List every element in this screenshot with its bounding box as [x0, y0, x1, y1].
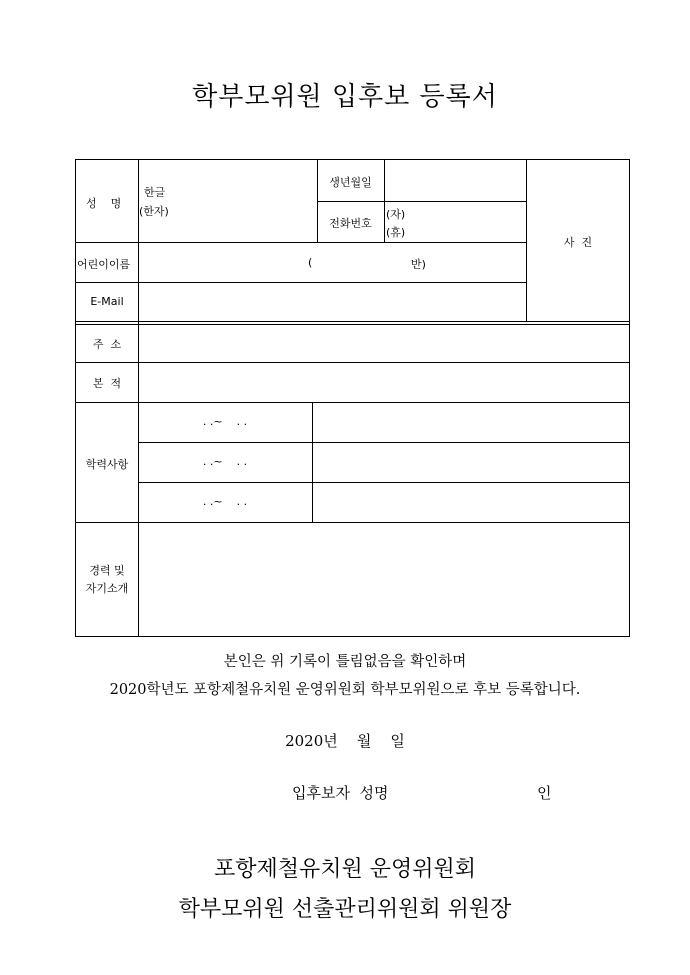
row-line: [76, 522, 629, 523]
col-line: [312, 402, 313, 522]
row-line: [317, 201, 526, 202]
row-line: [76, 242, 526, 243]
phone-home-label: (자): [386, 208, 406, 221]
education-period-2: . .~ . .: [202, 455, 248, 468]
name-korean-label: 한글: [144, 186, 166, 199]
child-class-close: 반): [411, 258, 426, 271]
confirm-line-2: 2020학년도 포항제철유치원 운영위원회 학부모위원으로 후보 등록합니다.: [109, 682, 581, 698]
child-class-open: (: [308, 256, 313, 269]
row-line: [76, 321, 629, 322]
photo-label: 사 진: [563, 236, 593, 249]
name-label: 성 명: [86, 197, 122, 210]
education-period-3: . .~ . .: [202, 495, 248, 508]
education-label: 학력사항: [85, 458, 129, 471]
row-line: [76, 402, 629, 403]
date-line: 2020년 월 일: [285, 732, 405, 750]
email-label: E-Mail: [90, 295, 124, 308]
child-name-label: 어린이이름: [77, 258, 131, 271]
birth-label: 생년월일: [329, 176, 372, 189]
applicant-label: 입후보자 성명: [292, 784, 389, 802]
footer-line-2: 학부모위원 선출관리위원회 위원장: [178, 897, 512, 922]
confirm-line-1: 본인은 위 기록이 틀림없음을 확인하며: [223, 654, 467, 670]
name-hanja-label: (한자): [139, 205, 169, 218]
origin-label: 본 적: [92, 377, 122, 390]
footer-line-1: 포항제철유치원 운영위원회: [213, 857, 477, 882]
seal-mark: 인: [537, 784, 552, 802]
phone-mobile-label: (휴): [386, 226, 406, 239]
introduction-label: 자기소개: [85, 582, 129, 595]
row-line: [138, 482, 629, 483]
phone-label: 전화번호: [329, 217, 372, 230]
registration-form: [75, 159, 630, 637]
address-label: 주 소: [92, 338, 122, 351]
education-period-1: . .~ . .: [202, 415, 248, 428]
col-line: [138, 160, 139, 636]
career-label: 경력 및: [89, 564, 125, 577]
row-line: [76, 282, 526, 283]
row-line: [76, 324, 629, 325]
page-title: 학부모위원 입후보 등록서: [192, 82, 498, 112]
birth-field[interactable]: [386, 165, 524, 199]
row-line: [138, 442, 629, 443]
row-line: [76, 362, 629, 363]
col-line: [384, 160, 385, 242]
